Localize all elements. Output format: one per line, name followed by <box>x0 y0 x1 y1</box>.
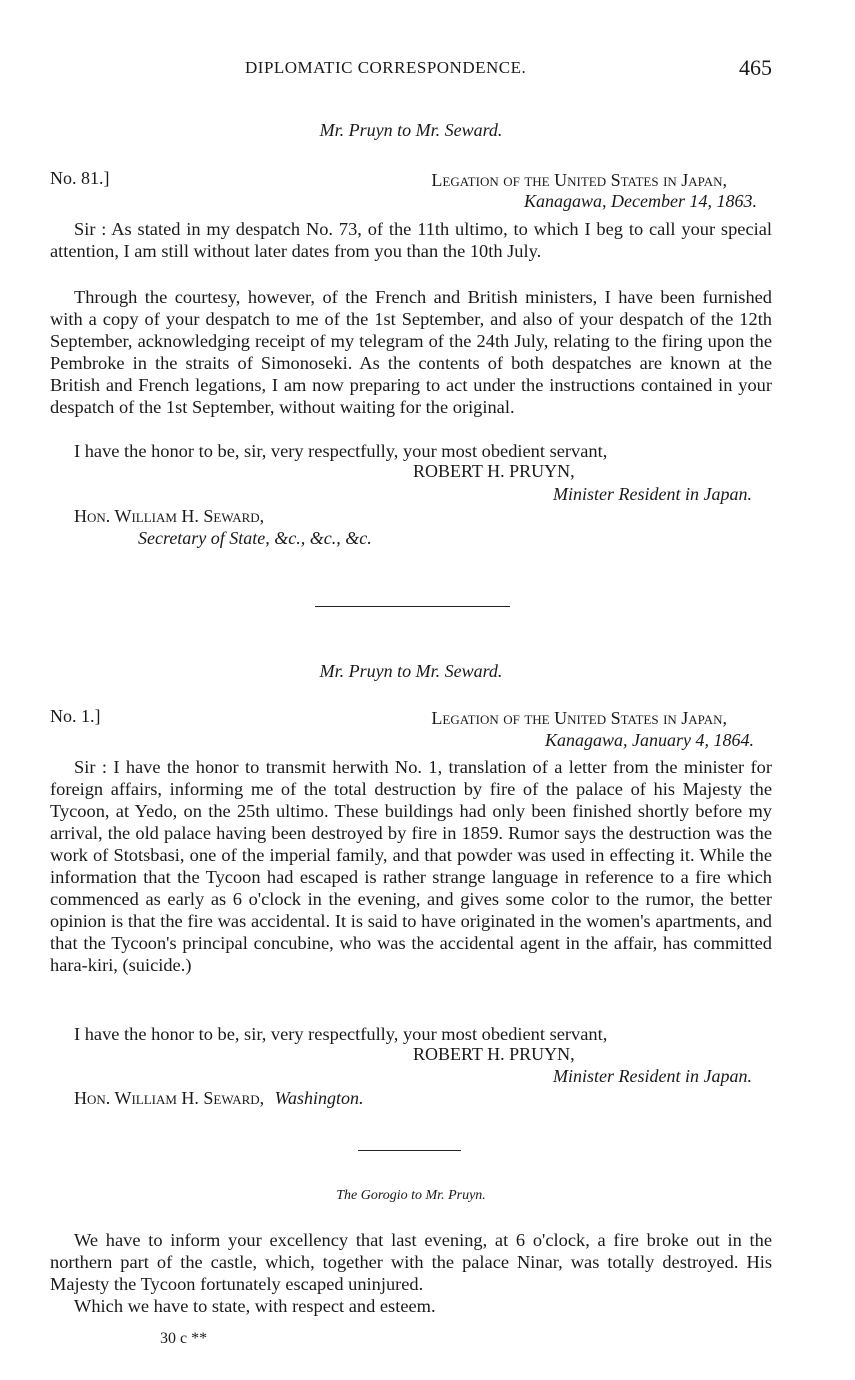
enclosure-paragraph-2: Which we have to state, with respect and esteem. <box>74 1296 436 1316</box>
letter-1-closing: I have the honor to be, sir, very respectfully, your most obedient servant, <box>74 441 608 461</box>
section-divider-2 <box>358 1150 461 1151</box>
letter-2-title: Mr. Pruyn to Mr. Seward. <box>319 661 503 681</box>
letter-2-closing: I have the honor to be, sir, very respectfully, your most obedient servant, <box>74 1024 608 1044</box>
letter-1-signature-name: ROBERT H. PRUYN, <box>413 461 575 481</box>
letter-2-addressee-title: Washington. <box>274 1088 364 1108</box>
letter-2-signature-name: ROBERT H. PRUYN, <box>413 1044 575 1064</box>
signature-mark: 30 c ** <box>160 1330 208 1347</box>
running-head: DIPLOMATIC CORRESPONDENCE. <box>245 58 527 77</box>
letter-2-place-date: Kanagawa, January 4, 1864. <box>545 730 754 750</box>
letter-2-addressee-line <box>74 1088 364 1109</box>
letter-1-addressee-title: Secretary of State, &c., &c., &c. <box>138 528 372 548</box>
letter-2-legation: Legation of the United States in Japan, <box>431 708 727 728</box>
section-divider-1 <box>315 606 510 607</box>
letter-2-addressee: Hon. William H. Seward, <box>74 1088 265 1108</box>
letter-1-addressee: Hon. William H. Seward, <box>74 506 265 526</box>
letter-1-legation: Legation of the United States in Japan, <box>431 170 727 190</box>
letter-1-title: Mr. Pruyn to Mr. Seward. <box>319 120 503 140</box>
letter-1-signature-title: Minister Resident in Japan. <box>553 484 752 504</box>
letter-2-signature-title: Minister Resident in Japan. <box>553 1066 752 1086</box>
letter-2-number: No. 1.] <box>50 706 101 726</box>
letter-1-number: No. 81.] <box>50 168 110 188</box>
letter-2-paragraph-1: Sir : I have the honor to transmit herwith No. 1, translation of a letter from the minister for foreign affairs, informing me of the total destruction by fire of the palace of his Majesty the Tycoon, at Yedo, on the 25th ultimo. These buildings had only been finished shortly before my arrival, the old palace having been destroyed by fire in 1859. Rumor says the destruction was the work of Stotsbasi, one of the imperial family, and that powder was used in effecting it. While the information that the Tycoon had escaped is rather strange language in reference to a fire which commenced as early as 6 o'clock in the evening, and gives some color to the rumor, the better opinion is that the fire was accidental. It is said to have originated in the women's apartments, and that the Tycoon's principal concubine, who was the accidental agent in the affair, has committed hara-kiri, (suicide.) <box>50 757 772 975</box>
letter-1-place-date: Kanagawa, December 14, 1863. <box>524 191 757 211</box>
enclosure-paragraph-1: We have to inform your excellency that last evening, at 6 o'clock, a fire broke out in the northern part of the castle, which, together with the palace Ninar, was totally destroyed. His Majesty the Tycoon fortunately escaped uninjured. <box>50 1230 772 1294</box>
page-number: 465 <box>739 55 772 80</box>
letter-1-paragraph-2: Through the courtesy, however, of the French and British ministers, I have been furnished with a copy of your despatch to me of the 1st September, and also of your despatch of the 12th September, acknowledging receipt of my telegram of the 24th July, relating to the firing upon the Pembroke in the straits of Simonoseki. As the contents of both despatches are known at the British and French legations, I am now preparing to act under the instructions contained in your despatch of the 1st September, without waiting for the original. <box>50 287 772 417</box>
letter-1-paragraph-1: Sir : As stated in my despatch No. 73, of the 11th ultimo, to which I beg to call your special attention, I am still without later dates from you than the 10th July. <box>50 219 772 261</box>
enclosure-title: The Gorogio to Mr. Pruyn. <box>336 1188 486 1203</box>
